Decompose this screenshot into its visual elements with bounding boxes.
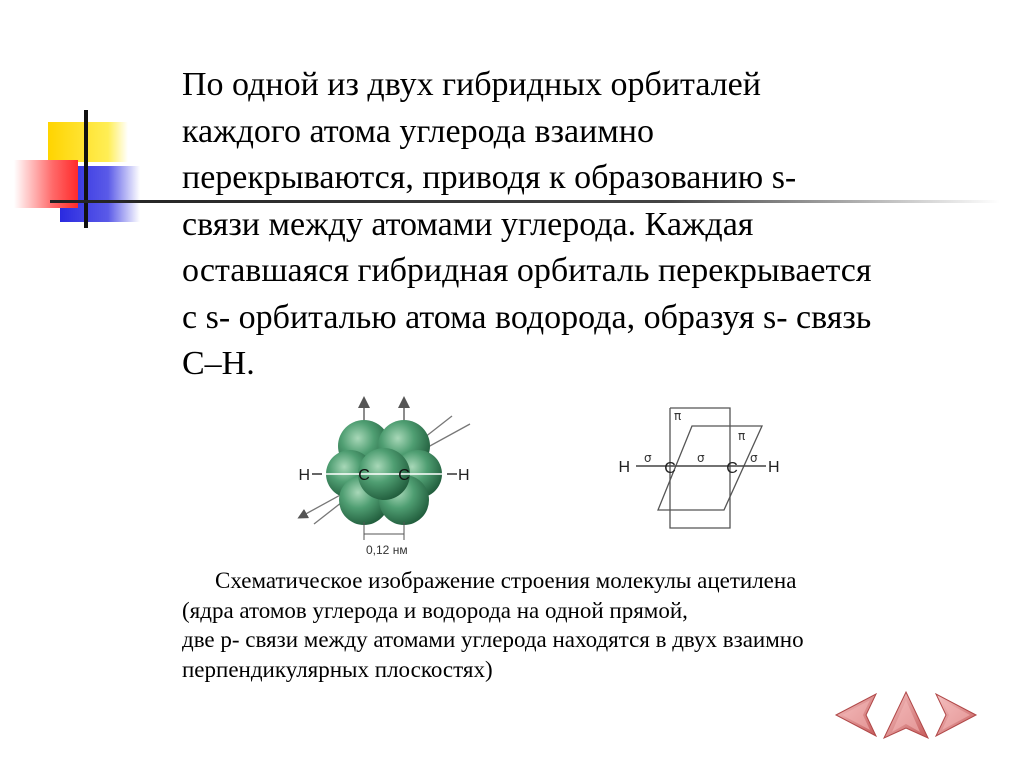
back-arrow-icon[interactable] — [832, 690, 880, 740]
paragraph-line: оставшаяся гибридная орбиталь перекрывается — [182, 252, 872, 289]
distance-label: 0,12 нм — [366, 543, 408, 557]
paragraph-line: связи между атомами углерода. Каждая — [182, 205, 754, 243]
paragraph-line: С–Н. — [182, 345, 255, 382]
caption-line: перпендикулярных плоскостях) — [182, 656, 493, 682]
caption-line: (ядра атомов углерода и водорода на одной прямой, — [182, 597, 688, 623]
label-h-left: H — [618, 459, 630, 476]
paragraph-line: По одной из двух гибридных орбиталей — [182, 66, 761, 103]
caption-line: две р- связи между атомами углерода находятся в двух взаимно — [182, 627, 804, 652]
label-h-right: H — [768, 459, 780, 476]
acetylene-bond-planes-scheme — [614, 404, 784, 534]
paragraph-line: перекрываются, приводя к образованию s- — [182, 159, 797, 196]
sigma-label: σ — [750, 451, 758, 465]
home-arrow-icon[interactable] — [882, 690, 930, 740]
deco-vertical-line — [84, 110, 88, 228]
label-c-left: C — [664, 460, 676, 477]
pi-label: π — [738, 429, 746, 443]
caption-line: Схематическое изображение строения молекулы ацетилена — [215, 568, 797, 593]
forward-arrow-icon[interactable] — [932, 690, 980, 740]
paragraph-line: с s- орбиталью атома водорода, образуя s- связь — [182, 298, 872, 336]
label-c-right: C — [726, 460, 738, 477]
acetylene-space-filling-model — [292, 394, 482, 560]
label-c-right: C — [398, 467, 410, 484]
label-h-left: H — [298, 467, 310, 484]
main-paragraph — [182, 62, 1002, 388]
slide-navigation — [832, 690, 982, 740]
sigma-label: σ — [697, 451, 705, 465]
figure-caption — [182, 566, 982, 684]
label-h-right: H — [458, 467, 470, 484]
sigma-label: σ — [644, 451, 652, 465]
pi-label: π — [674, 409, 682, 423]
paragraph-line: каждого атома углерода взаимно — [182, 112, 654, 150]
label-c-left: C — [358, 467, 370, 484]
